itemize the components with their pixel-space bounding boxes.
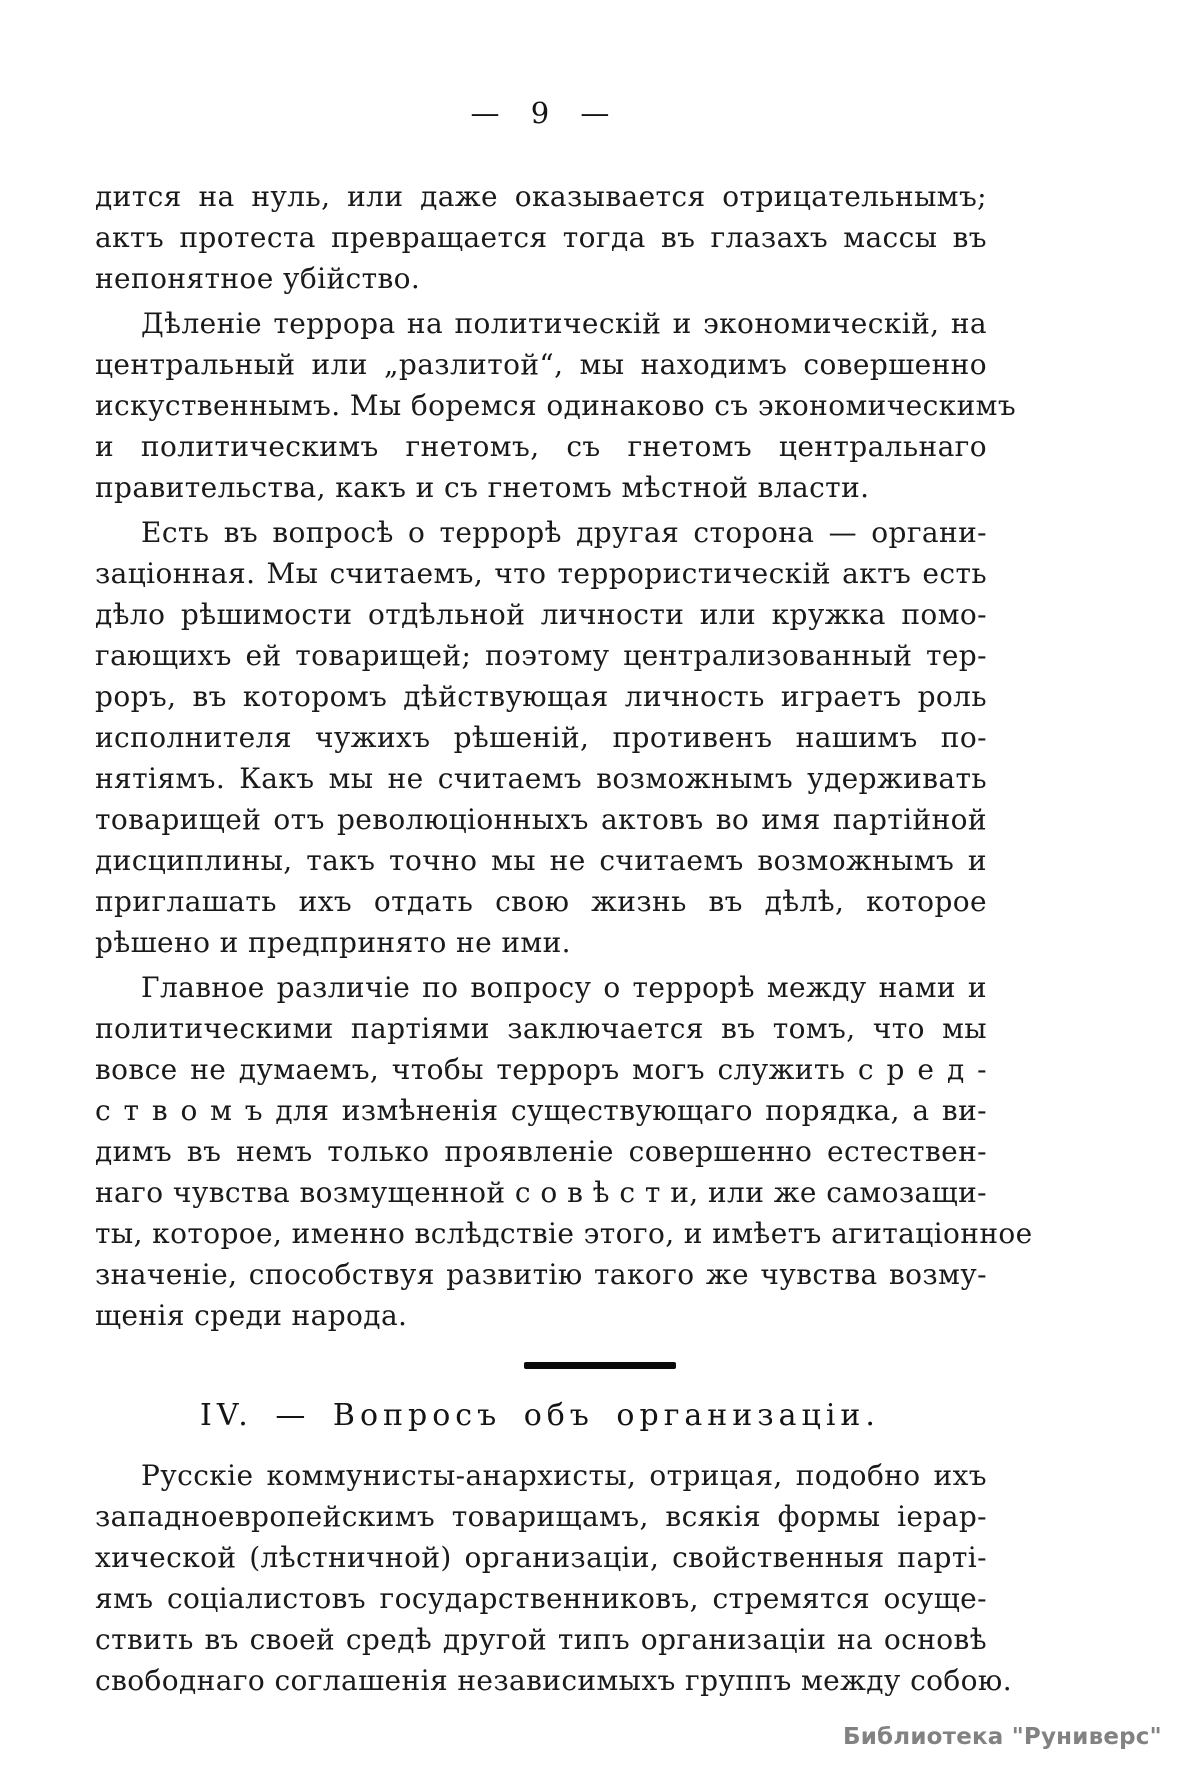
text-line: ямъ соціалистовъ государственниковъ, стремятся осуще- — [95, 1582, 987, 1615]
page-number: — 9 — — [470, 96, 610, 130]
text-line: товарищей отъ революціонныхъ актовъ во имя партійной — [95, 803, 987, 836]
text-line: щенія среди народа. — [95, 1299, 408, 1332]
paragraph — [95, 1455, 1013, 1701]
body-text-upper — [95, 176, 1033, 1340]
text-line: димъ въ немъ только проявленіе совершенно естествен- — [95, 1135, 987, 1168]
text-line: Русскіе коммунисты-анархисты, отрицая, подобно ихъ — [141, 1459, 987, 1492]
text-line: непонятное убійство. — [95, 262, 421, 295]
text-line: и политическимъ гнетомъ, съ гнетомъ центральнаго — [95, 430, 987, 463]
text-line: приглашать ихъ отдать свою жизнь въ дѣлѣ, которое — [95, 885, 987, 918]
text-line: роръ, въ которомъ дѣйствующая личность играетъ роль — [95, 680, 987, 713]
text-line: вовсе не думаемъ, чтобы терроръ могъ служить с р е д - — [95, 1053, 987, 1086]
text-line: ствить въ своей средѣ другой типъ организаціи на основѣ — [95, 1623, 987, 1656]
body-text-lower — [95, 1455, 1013, 1705]
text-line: нятіямъ. Какъ мы не считаемъ возможнымъ удерживать — [95, 762, 987, 795]
text-line: рѣшено и предпринято не ими. — [95, 926, 571, 959]
text-line: центральный или „разлитой“, мы находимъ совершенно — [95, 348, 987, 381]
text-line: свободнаго соглашенія независимыхъ группъ между собою. — [95, 1664, 1013, 1697]
text-line: с т в о м ъ для измѣненія существующаго порядка, а ви- — [95, 1094, 987, 1127]
section-divider — [0, 1362, 1200, 1369]
text-line: актъ протеста превращается тогда въ глазахъ массы въ — [95, 221, 987, 254]
divider-bar — [524, 1362, 676, 1369]
paragraph — [95, 967, 1033, 1336]
text-line: дится на нуль, или даже оказывается отрицательнымъ; — [95, 180, 987, 213]
text-line: искуственнымъ. Мы боремся одинаково съ экономическимъ — [95, 389, 1017, 422]
text-line: гающихъ ей товарищей; поэтому централизованный тер- — [95, 639, 987, 672]
text-line: правительства, какъ и съ гнетомъ мѣстной власти. — [95, 471, 870, 504]
text-line: Главное различіе по вопросу о террорѣ между нами и — [141, 971, 987, 1004]
text-line: заціонная. Мы считаемъ, что террористическій актъ есть — [95, 557, 987, 590]
text-line: исполнителя чужихъ рѣшеній, противенъ нашимъ по- — [95, 721, 987, 754]
text-line: ты, которое, именно вслѣдствіе этого, и имѣетъ агитаціонное — [95, 1217, 1033, 1250]
text-line: политическими партіями заключается въ томъ, что мы — [95, 1012, 987, 1045]
paragraph — [95, 512, 987, 963]
text-line: западноевропейскимъ товарищамъ, всякія формы іерар- — [95, 1500, 987, 1533]
paragraph — [95, 303, 1017, 508]
text-line: Дѣленіе террора на политическій и экономическій, на — [141, 307, 987, 340]
text-line: наго чувства возмущенной с о в ѣ с т и, или же самозащи- — [95, 1176, 987, 1209]
section-heading: IV. — Вопросъ объ организаціи. — [200, 1398, 880, 1433]
text-line: дѣло рѣшимости отдѣльной личности или кружка помо- — [95, 598, 987, 631]
paragraph — [95, 176, 987, 299]
text-line: значеніе, способствуя развитію такого же чувства возму- — [95, 1258, 987, 1291]
text-line: хической (лѣстничной) организаціи, свойственныя парті- — [95, 1541, 987, 1574]
text-line: Есть въ вопросѣ о террорѣ другая сторона — органи- — [141, 516, 987, 549]
library-watermark: Библиотека "Руниверс" — [843, 1724, 1162, 1750]
text-line: дисциплины, такъ точно мы не считаемъ возможнымъ и — [95, 844, 987, 877]
